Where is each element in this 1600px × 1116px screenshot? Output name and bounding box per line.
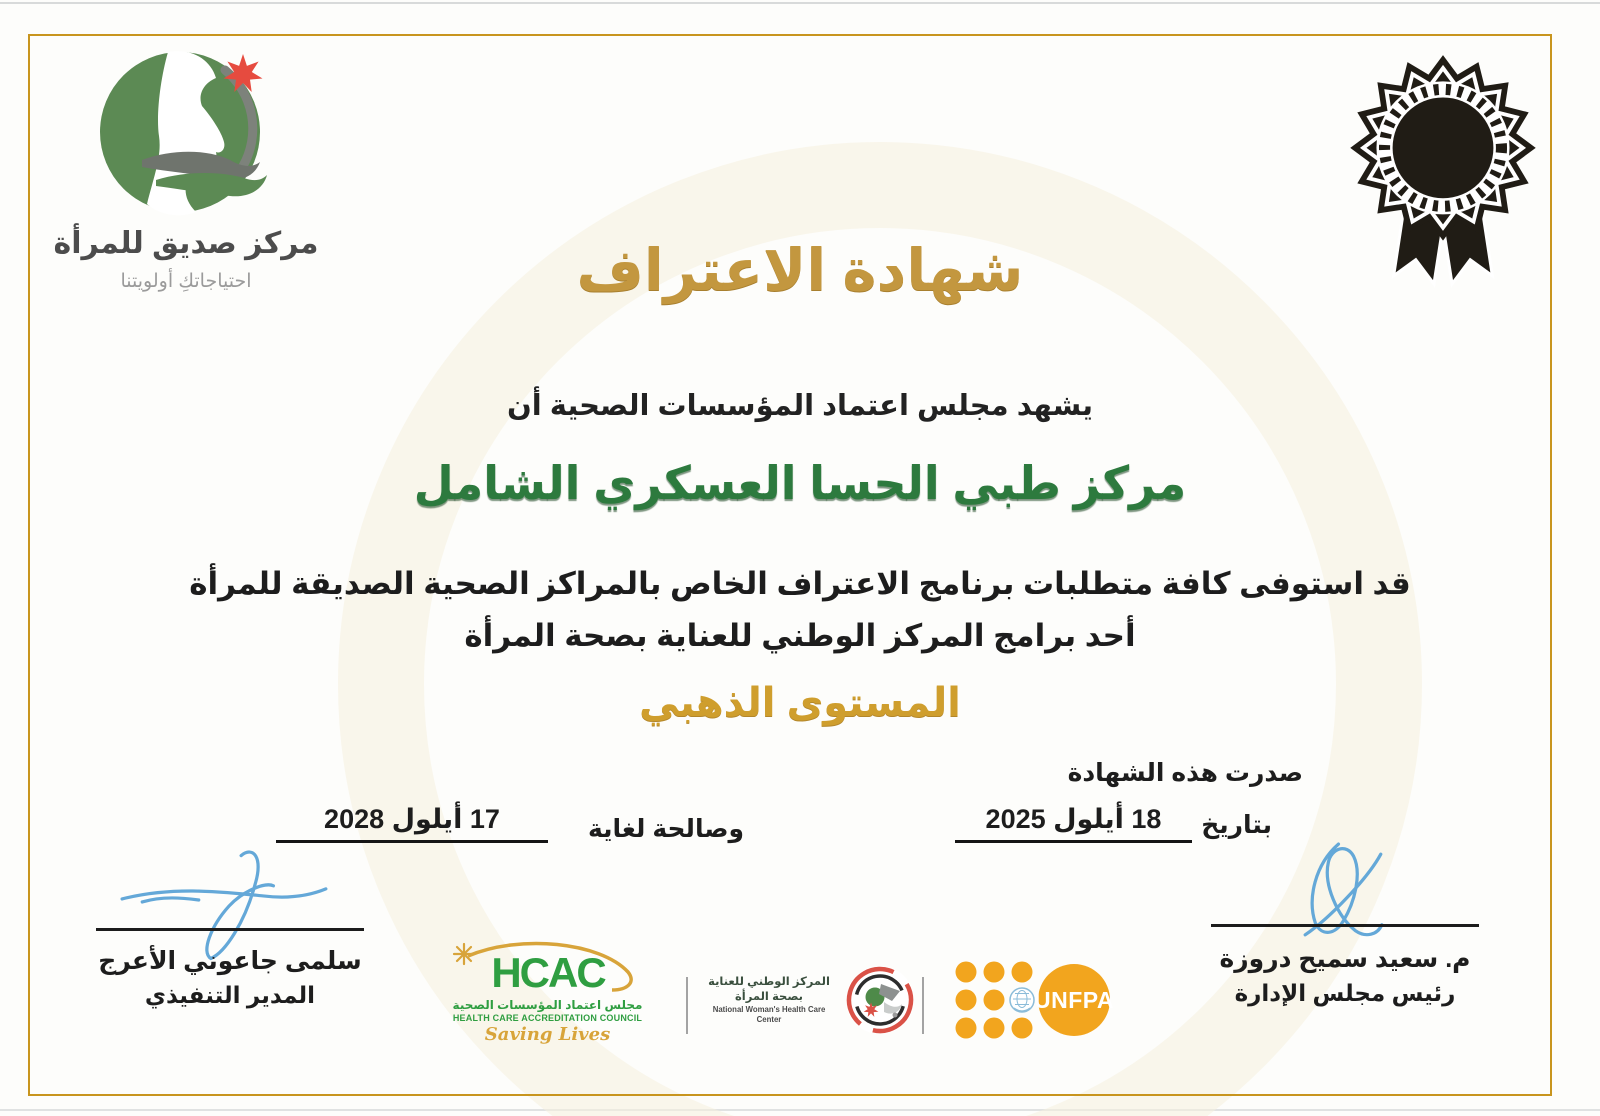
nwhcc-text bbox=[700, 975, 838, 1025]
nwhcc-english-name: National Woman's Health Care Center bbox=[712, 1004, 826, 1024]
intro-line: يشهد مجلس اعتماد المؤسسات الصحية أن bbox=[506, 390, 1093, 422]
logo-tagline: احتياجاتكِ أولويتنا bbox=[120, 271, 252, 292]
valid-until-label: وصالحة لغاية bbox=[588, 815, 745, 843]
nwhcc-logo bbox=[700, 960, 916, 1040]
hcac-arabic-name: مجلس اعتماد المؤسسات الصحية bbox=[452, 998, 643, 1013]
un-emblem-icon bbox=[1010, 988, 1034, 1012]
body-line-2: أحد برامج المركز الوطني للعناية بصحة المرأة bbox=[464, 618, 1136, 653]
issued-heading: صدرت هذه الشهادة bbox=[1067, 759, 1303, 787]
unfpa-logo bbox=[952, 958, 1117, 1042]
hcac-english-name: HEALTH CARE ACCREDITATION COUNCIL bbox=[452, 1013, 643, 1024]
certificate-title: شهادة الاعتراف bbox=[576, 238, 1024, 303]
scan-edge-top bbox=[0, 2, 1600, 4]
body-line-1: قد استوفى كافة متطلبات برنامج الاعتراف الخاص بالمراكز الصحية الصديقة للمرأة bbox=[189, 566, 1411, 601]
hcac-acronym-art bbox=[450, 940, 645, 998]
signatory-left-name: سلمى جاعوني الأعرج bbox=[98, 947, 362, 975]
hcac-tagline: Saving Lives bbox=[484, 1023, 611, 1045]
nwhcc-arabic-name: المركز الوطني للعناية بصحة المرأة bbox=[708, 975, 830, 1003]
signature-line-left bbox=[96, 928, 364, 931]
signature-right bbox=[1283, 836, 1409, 952]
valid-until-value: 17 أيلول 2028 bbox=[276, 804, 548, 843]
signature-line-right bbox=[1211, 924, 1479, 927]
women-friendly-center-logo bbox=[92, 48, 270, 228]
nwhcc-emblem-icon bbox=[844, 964, 916, 1036]
issue-date-label: بتاريخ bbox=[1201, 811, 1272, 839]
logo-title: مركز صديق للمرأة bbox=[53, 227, 319, 260]
unfpa-acronym: UNFPA bbox=[1033, 987, 1115, 1013]
footer-divider-1 bbox=[686, 977, 688, 1034]
hcac-logo bbox=[450, 940, 645, 1045]
signatory-right-name: م. سعيد سميح دروزة bbox=[1219, 945, 1471, 973]
award-level: المستوى الذهبي bbox=[639, 681, 961, 725]
signatory-left-title: المدير التنفيذي bbox=[144, 982, 316, 1008]
award-rosette-icon bbox=[1347, 42, 1539, 292]
signatory-right-title: رئيس مجلس الإدارة bbox=[1234, 980, 1456, 1006]
issue-date-value: 18 أيلول 2025 bbox=[955, 804, 1192, 843]
recipient-name: مركز طبي الحسا العسكري الشامل bbox=[413, 457, 1187, 509]
hcac-acronym: HCAC bbox=[491, 949, 605, 996]
footer-divider-2 bbox=[922, 977, 924, 1034]
